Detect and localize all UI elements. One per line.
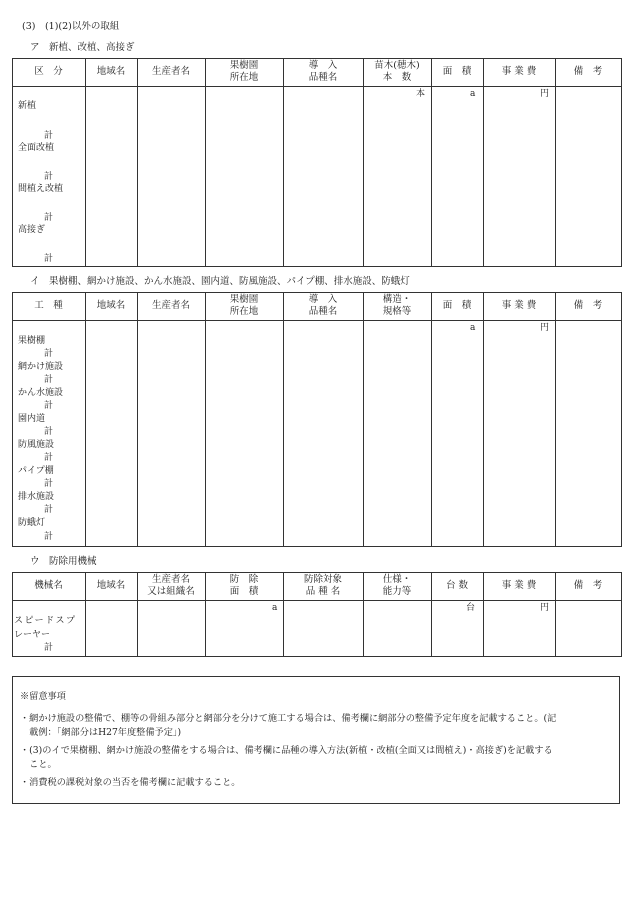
table-c-header-region: 地域名 <box>96 580 126 591</box>
table-b-row-subtotal: 計 <box>44 427 54 437</box>
notes-title: ※留意事項 <box>20 691 66 702</box>
note-line: こと。 <box>20 759 57 770</box>
table-a-header-category: 区 分 <box>34 66 63 77</box>
table-c-header-spec: 仕様・ 能力等 <box>382 574 412 597</box>
table-a-header-variety: 導 入 品種名 <box>308 60 338 83</box>
table-c-header-target-variety: 防除対象 品 種 名 <box>303 574 342 597</box>
table-a <box>12 58 622 267</box>
table-c-row-label: スピードスプ <box>14 616 77 626</box>
table-a-title: ア 新植、改植、高接ぎ <box>30 42 135 53</box>
table-b-row-subtotal: 計 <box>44 532 54 542</box>
table-b-header-orchard-location: 果樹園 所在地 <box>229 294 259 317</box>
table-b-unit-cost: 円 <box>540 323 550 333</box>
table-c-header-remarks: 備 考 <box>573 580 603 591</box>
table-b-header-region: 地域名 <box>96 300 126 311</box>
table-c-row-subtotal: 計 <box>44 643 54 653</box>
table-a-row-label: 新植 <box>18 101 37 111</box>
table-b-header-structure: 構造・ 規格等 <box>382 294 412 317</box>
table-b-header-producer: 生産者名 <box>151 300 190 311</box>
table-a-unit-count: 本 <box>416 89 426 99</box>
table-b-row-subtotal: 計 <box>44 401 54 411</box>
table-a-row-subtotal: 計 <box>44 213 54 223</box>
table-b-row-label: 園内道 <box>18 414 46 424</box>
table-a-header-orchard-location: 果樹園 所在地 <box>229 60 259 83</box>
table-b-unit-area: a <box>470 323 476 333</box>
section-title: (3) (1)(2)以外の取組 <box>22 21 120 32</box>
table-c-unit-area: a <box>272 603 278 613</box>
table-b-title: イ 果樹棚、網かけ施設、かん水施設、園内道、防風施設、パイプ棚、排水施設、防蛾灯 <box>30 276 410 287</box>
table-b-header-variety: 導 入 品種名 <box>308 294 338 317</box>
table-b-row-label: 防風施設 <box>18 440 55 450</box>
table-a-row-label: 間植え改植 <box>18 184 64 194</box>
table-c-header-machine: 機械名 <box>34 580 63 591</box>
table-a-header-producer: 生産者名 <box>151 66 190 77</box>
table-b-row-label: 防蛾灯 <box>18 518 46 528</box>
table-b-row-subtotal: 計 <box>44 453 54 463</box>
table-a-header-area: 面 積 <box>442 66 472 77</box>
table-a-header-region: 地域名 <box>96 66 126 77</box>
table-b-row-subtotal: 計 <box>44 505 54 515</box>
table-b-row-label: パイプ棚 <box>18 466 54 476</box>
table-c-header-cost: 事 業 費 <box>501 580 537 591</box>
table-b-row-label: 網かけ施設 <box>18 362 64 372</box>
table-c-unit-count: 台 <box>466 603 476 613</box>
table-a-row-label: 全面改植 <box>18 143 55 153</box>
table-a-row-subtotal: 計 <box>44 254 54 264</box>
table-b <box>12 292 622 547</box>
table-b-header-area: 面 積 <box>442 300 472 311</box>
note-line: ・消費税の課税対象の当否を備考欄に記載すること。 <box>20 777 241 788</box>
table-a-header-seedling-count: 苗木(穂木) 本 数 <box>374 60 420 83</box>
table-c-header-spray-area: 防 除 面 積 <box>229 574 259 597</box>
table-c-header-producer: 生産者名 又は組織名 <box>147 574 195 597</box>
table-b-header-cost: 事 業 費 <box>501 300 537 311</box>
table-b-row-label: 果樹棚 <box>18 336 46 346</box>
table-a-row-label: 高接ぎ <box>18 225 46 235</box>
table-a-row-subtotal: 計 <box>44 172 54 182</box>
table-a-unit-area: a <box>470 89 476 99</box>
table-b-row-subtotal: 計 <box>44 349 54 359</box>
table-a-header-cost: 事 業 費 <box>501 66 537 77</box>
table-b-row-label: 排水施設 <box>18 492 55 502</box>
table-c-row-label: レーヤー <box>14 630 51 640</box>
table-a-row-subtotal: 計 <box>44 131 54 141</box>
table-b-header-remarks: 備 考 <box>573 300 603 311</box>
table-c-title: ウ 防除用機械 <box>30 556 97 567</box>
table-b-row-subtotal: 計 <box>44 479 54 489</box>
note-line: ・網かけ施設の整備で、棚等の骨組み部分と網部分を分けて施工する場合は、備考欄に網部分の整備予定年度を記載すること。(記 <box>20 713 557 724</box>
table-c-header-units: 台 数 <box>445 580 469 591</box>
table-a-header-remarks: 備 考 <box>573 66 603 77</box>
note-line: ・(3)のイで果樹棚、網かけ施設の整備をする場合は、備考欄に品種の導入方法(新植・改植(全面又は間植え)・高接ぎ)を記載する <box>20 745 553 756</box>
table-b-header-work-type: 工 種 <box>34 300 63 311</box>
note-line: 載例：「網部分はH27年度整備予定」) <box>20 727 182 738</box>
table-a-unit-cost: 円 <box>540 89 550 99</box>
table-b-row-subtotal: 計 <box>44 375 54 385</box>
table-b-row-label: かん水施設 <box>18 388 64 398</box>
table-c-unit-cost: 円 <box>540 603 550 613</box>
